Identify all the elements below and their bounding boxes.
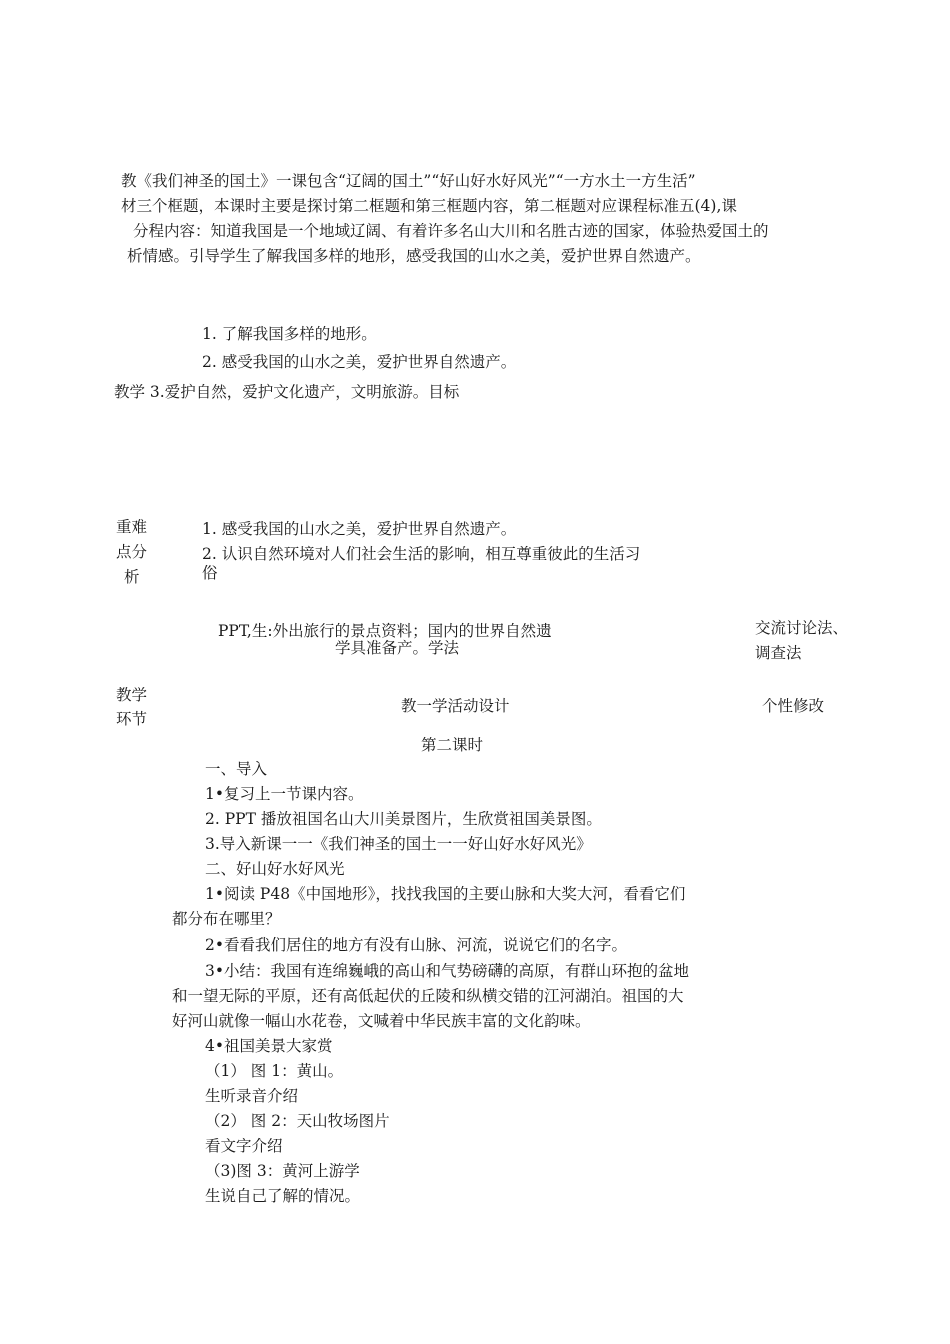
analysis-line-4: 析情感。引导学生了解我国多样的地形，感受我国的山水之美，爱护世界自然遗产。 <box>127 247 701 265</box>
difficulty-label-line-2: 点分 <box>116 543 148 561</box>
goal-item-3: 教学 3.爱护自然，爱护文化遗产，文明旅游。目标 <box>114 383 460 401</box>
difficulty-item-2-line-1: 2. 认识自然环境对人们社会生活的影响，相互尊重彼此的生活习 <box>202 545 641 563</box>
analysis-line-3: 分程内容：知道我国是一个地域辽阔、有着许多名山大川和名胜古迹的国家，体验热爱国土的 <box>133 222 769 240</box>
lesson-line: （1） 图 1：黄山。 <box>205 1062 344 1080</box>
lesson-line: 2•看看我们居住的地方有没有山脉、河流，说说它们的名字。 <box>205 936 628 954</box>
goal-item-1: 1. 了解我国多样的地形。 <box>202 325 377 343</box>
method-line-1: 交流讨论法、 <box>755 619 849 637</box>
lesson-line: 3•小结：我国有连绵巍峨的高山和气势磅礴的高原，有群山环抱的盆地 <box>205 962 690 980</box>
difficulty-label-line-1: 重难 <box>116 518 148 536</box>
goal-item-2: 2. 感受我国的山水之美，爱护世界自然遗产。 <box>202 353 517 371</box>
lesson-line: 3.导入新课一一《我们神圣的国土一一好山好水好风光》 <box>205 835 592 853</box>
lesson-line: 一、导入 <box>205 760 268 778</box>
lesson-line: 好河山就像一幅山水花卷，文喊着中华民族丰富的文化韵味。 <box>172 1012 591 1030</box>
analysis-line-1: 教《我们神圣的国土》一课包含“辽阔的国土”“好山好水好风光”“一方水土一方生活” <box>121 172 696 190</box>
header-stage-line-1: 教学 <box>116 686 148 704</box>
lesson-line: 都分布在哪里？ <box>172 910 281 928</box>
header-personal-revision: 个性修改 <box>762 697 825 715</box>
lesson-line: 1•复习上一节课内容。 <box>205 785 364 803</box>
difficulty-item-2-line-2: 俗 <box>202 564 218 582</box>
prep-line-1: PPT,生:外出旅行的景点资料；国内的世界自然遗 <box>218 622 552 640</box>
difficulty-item-1: 1. 感受我国的山水之美，爱护世界自然遗产。 <box>202 520 517 538</box>
lesson-title: 第二课时 <box>421 736 484 754</box>
lesson-line: 4•祖国美景大家赏 <box>205 1037 333 1055</box>
difficulty-label-line-3: 析 <box>124 568 140 586</box>
lesson-line: 2. PPT 播放祖国名山大川美景图片，生欣赏祖国美景图。 <box>205 810 602 828</box>
lesson-line: 二、好山好水好风光 <box>205 860 345 878</box>
prep-line-2: 学具准备产。学法 <box>335 639 460 657</box>
lesson-line: （2） 图 2：天山牧场图片 <box>205 1112 390 1130</box>
lesson-line: 看文字介绍 <box>205 1137 283 1155</box>
lesson-line: （3)图 3：黄河上游学 <box>205 1162 360 1180</box>
lesson-line: 生听录音介绍 <box>205 1087 299 1105</box>
lesson-line: 1•阅读 P48《中国地形》，找找我国的主要山脉和大奖大河，看看它们 <box>205 885 686 903</box>
lesson-line: 和一望无际的平原，还有高低起伏的丘陵和纵横交错的江河湖泊。祖国的大 <box>172 987 684 1005</box>
lesson-line: 生说自己了解的情况。 <box>205 1187 361 1205</box>
header-stage-line-2: 环节 <box>116 710 148 728</box>
header-activity-design: 教一学活动设计 <box>401 697 510 715</box>
analysis-line-2: 材三个框题，本课时主要是探讨第二框题和第三框题内容，第二框题对应课程标准五(4),课 <box>121 197 737 215</box>
method-line-2: 调查法 <box>755 644 802 662</box>
